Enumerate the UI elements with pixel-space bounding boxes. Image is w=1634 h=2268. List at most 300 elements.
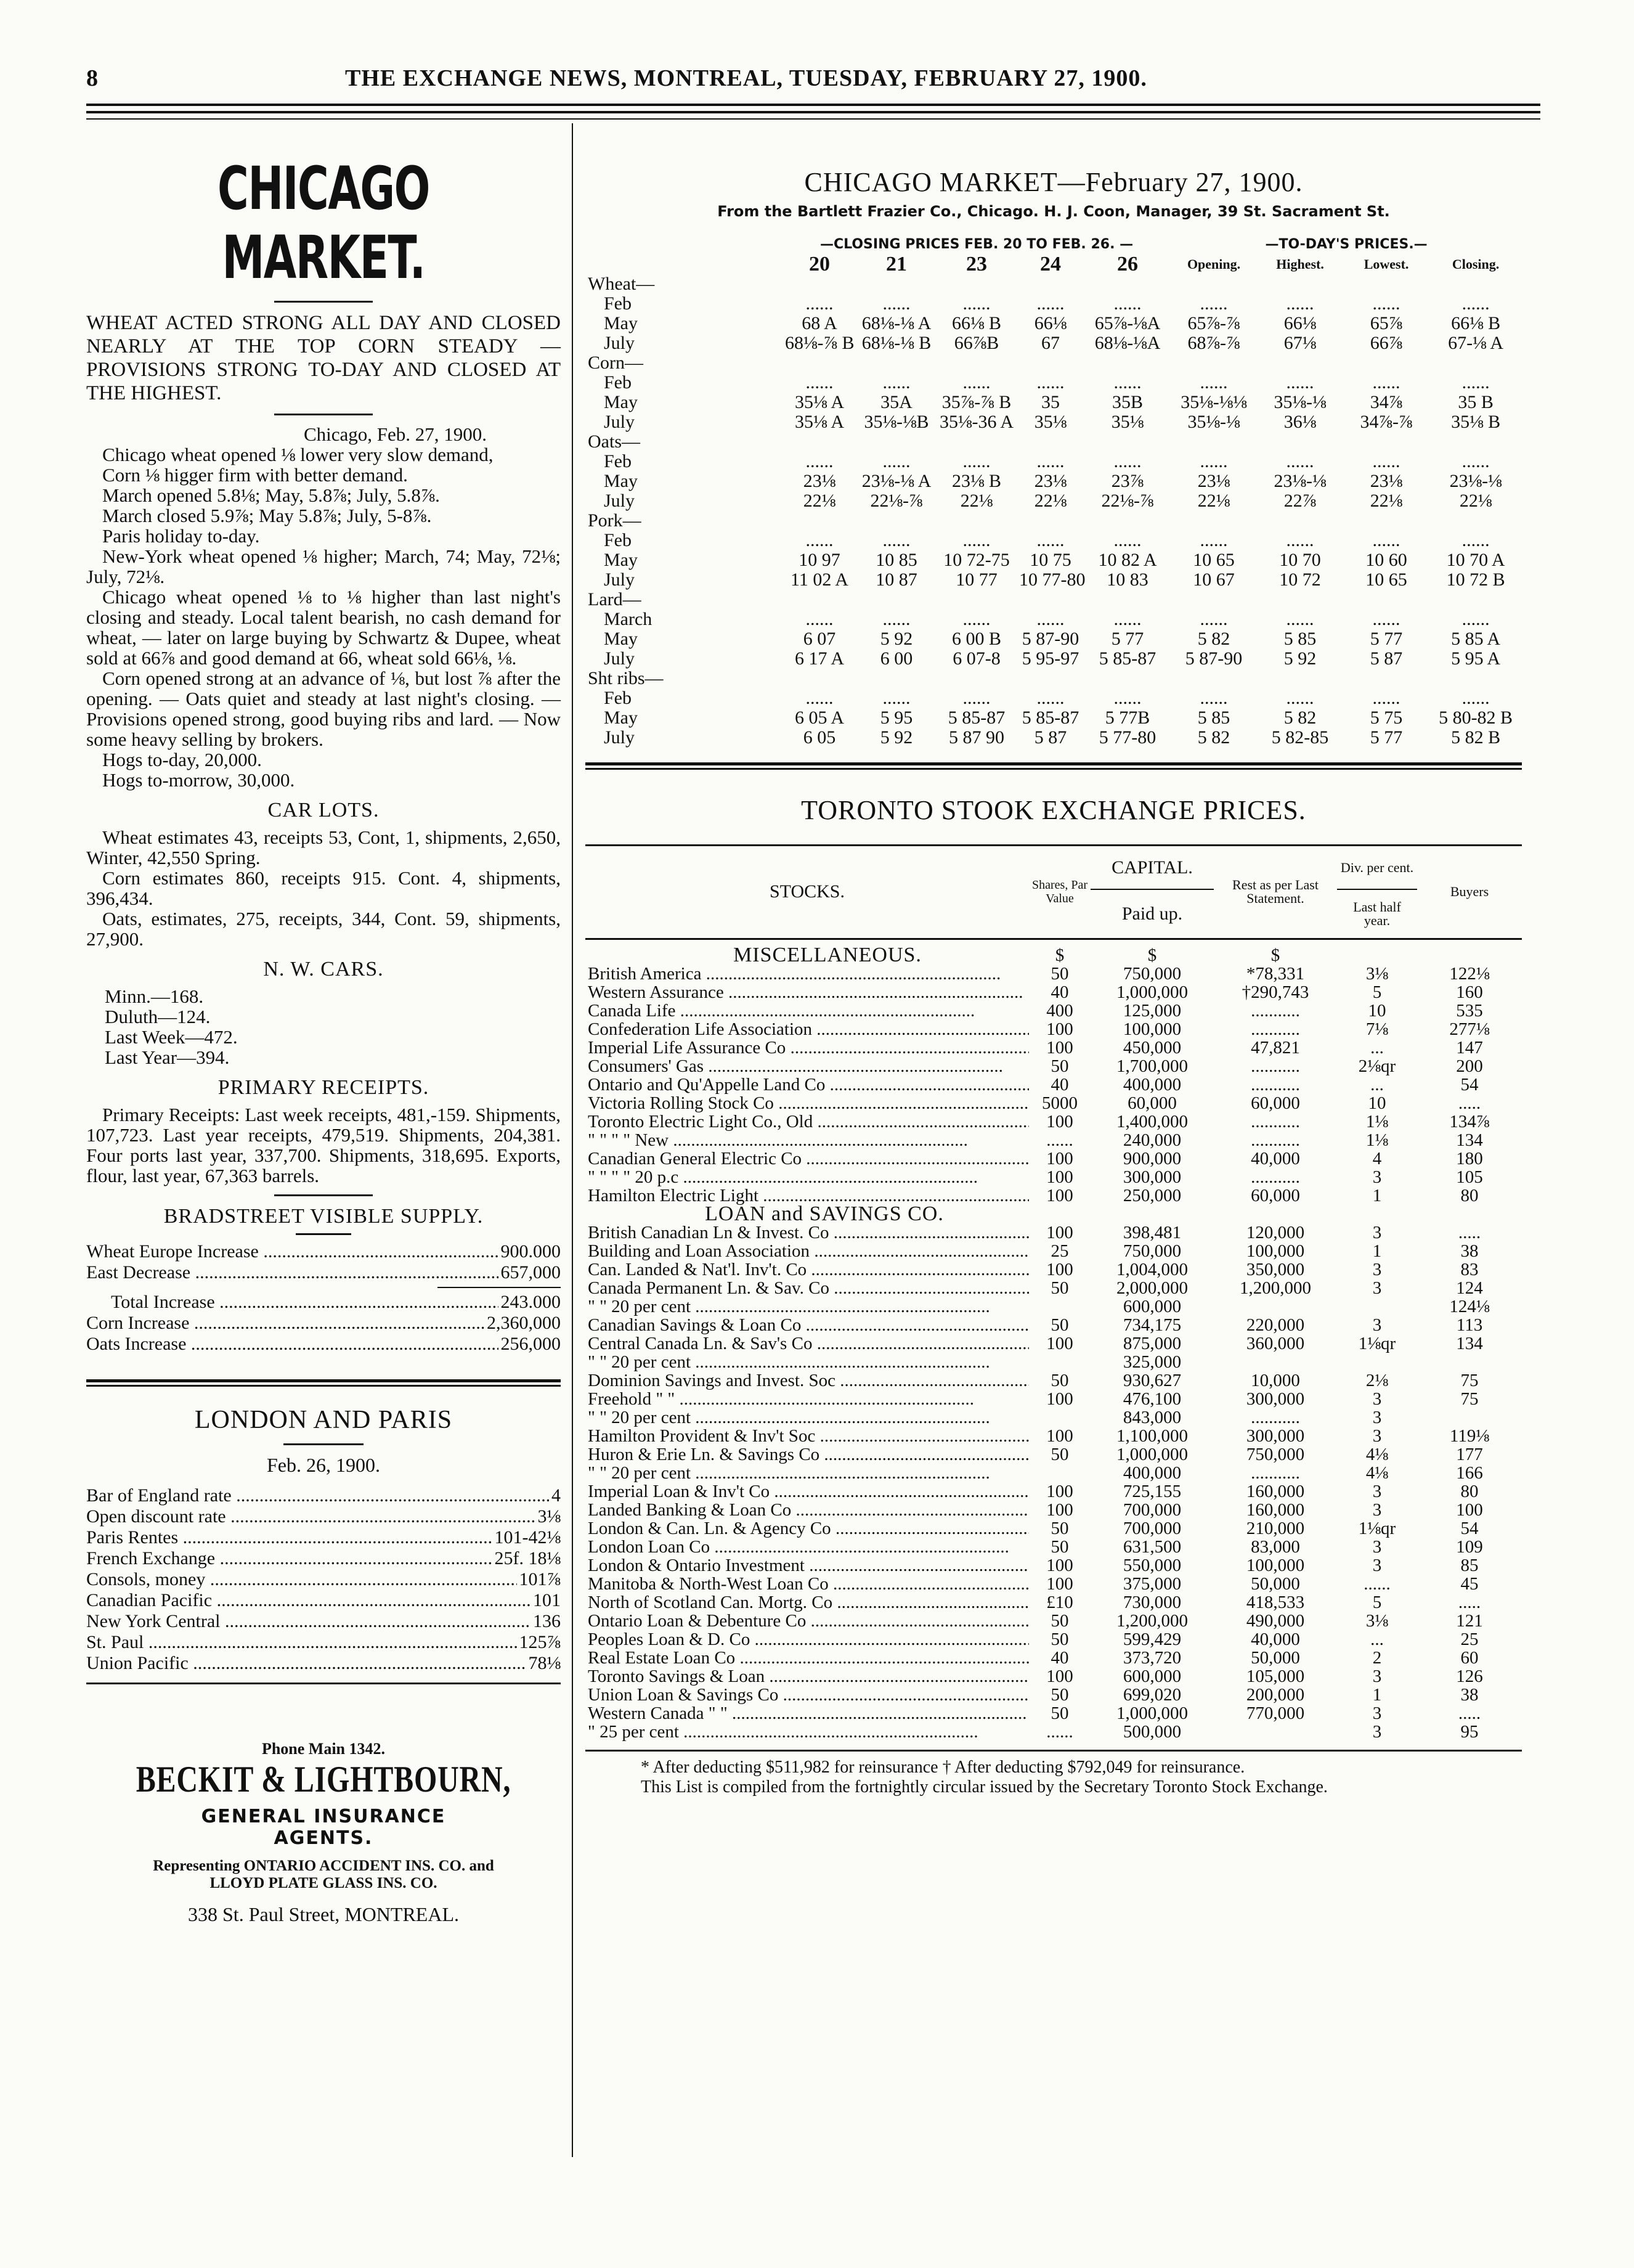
price-cell: 10 65 — [1365, 569, 1407, 590]
stock-name: Peoples Loan & D. Co ..... — [588, 1630, 1029, 1649]
price-cell: 5 85-87 — [1022, 708, 1079, 728]
ad-company: BECKIT & LIGHTBOURN, — [136, 1759, 511, 1800]
price-cell: 67 — [1041, 333, 1060, 353]
stock-value: 160,000 — [1246, 1482, 1305, 1501]
ad-phone: Phone Main 1342. — [261, 1740, 386, 1758]
stock-value — [1029, 1353, 1091, 1371]
stock-value: 750,000 — [1246, 1445, 1305, 1464]
stock-value: 700,000 — [1123, 1519, 1182, 1538]
price-row — [585, 610, 1522, 629]
stock-value: 200,000 — [1246, 1685, 1305, 1704]
stock-value: 100,000 — [1246, 1241, 1305, 1260]
stock-name: Can. Landed & Nat'l. Inv't. Co ..... — [588, 1260, 1029, 1279]
last-half-header: Last half year. — [1337, 889, 1417, 939]
price-cell: 35⅛-⅛ — [1187, 412, 1240, 432]
stock-value — [1029, 1464, 1091, 1482]
advertisement — [86, 1740, 561, 1926]
price-cell: ...... — [1113, 530, 1142, 550]
stock-value: 85 — [1460, 1556, 1479, 1575]
stock-value: ........... — [1251, 1019, 1300, 1038]
stock-value: 490,000 — [1246, 1611, 1305, 1630]
stock-name: Imperial Loan & Inv't Co ..... — [588, 1482, 1029, 1501]
price-cell: 10 72 B — [1446, 569, 1505, 590]
stock-value: 3 — [1372, 1167, 1382, 1186]
price-cell: 22⅛ — [1034, 491, 1067, 511]
stock-name-cell — [585, 1186, 1029, 1205]
stock-value: *78,331 — [1246, 964, 1305, 983]
price-cell: ...... — [805, 372, 834, 393]
stock-value: 875,000 — [1123, 1334, 1182, 1353]
stock-value: 134 — [1456, 1130, 1483, 1149]
price-cell: 5 80-82 B — [1439, 708, 1513, 728]
price-cell: 66⅞B — [954, 333, 999, 353]
stock-value: 734,175 — [1123, 1315, 1182, 1334]
lp-row: Bar of England rate ..... 4 — [86, 1485, 561, 1506]
stock-value: 750,000 — [1123, 964, 1182, 983]
price-cell: ...... — [882, 451, 911, 471]
stock-value: 3 — [1372, 1408, 1382, 1427]
stock-value: 83,000 — [1251, 1537, 1300, 1556]
price-cell: 22⅛ — [960, 491, 993, 511]
commodity-name: Sht ribs— — [588, 668, 664, 688]
price-cell: 10 72 — [1279, 569, 1321, 590]
price-cell: ...... — [882, 609, 911, 629]
stock-row — [585, 1501, 1522, 1519]
price-cell: 6 05 A — [794, 708, 844, 728]
stock-row — [585, 1297, 1522, 1316]
stock-value: 1,200,000 — [1240, 1278, 1311, 1297]
price-cell: ...... — [1036, 451, 1065, 471]
price-cell: ...... — [1113, 451, 1142, 471]
price-cell: ...... — [962, 688, 991, 708]
commodity-name: Oats— — [588, 431, 640, 452]
chicago-table-title: CHICAGO MARKET—February 27, 1900. — [804, 167, 1303, 197]
price-cell: ...... — [1461, 372, 1490, 393]
price-cell: 22⅛-⅞ — [870, 491, 923, 511]
month-label: Feb — [604, 293, 632, 314]
stock-value: 1,004,000 — [1116, 1260, 1188, 1279]
price-cell: ...... — [805, 451, 834, 471]
stock-value: 250,000 — [1123, 1186, 1182, 1205]
stock-name-cell — [585, 1667, 1029, 1686]
price-cell: 66⅞ — [1370, 333, 1403, 353]
price-cell: 10 77-80 — [1019, 569, 1086, 590]
stock-name-cell — [585, 1001, 1029, 1020]
price-cell: 68⅛-⅛ B — [861, 333, 932, 353]
stock-name: Union Loan & Savings Co ..... — [588, 1686, 1029, 1704]
stock-name-cell — [585, 1131, 1029, 1149]
report-line: March opened 5.8⅛; May, 5.8⅞; July, 5.8⅞. — [102, 484, 440, 506]
stock-value: 121 — [1456, 1611, 1483, 1630]
price-cell: 35A — [880, 392, 913, 412]
month-label: July — [604, 333, 635, 353]
stock-value: ........... — [1251, 1112, 1300, 1131]
stocks-header: STOCKS. — [770, 881, 845, 902]
price-cell: ...... — [1200, 688, 1228, 708]
title-separator — [274, 301, 373, 303]
stock-value: 100 — [1046, 1167, 1073, 1186]
stock-name: London & Can. Ln. & Agency Co ..... — [588, 1519, 1029, 1538]
stock-name: Consumers' Gas ..... — [588, 1057, 1003, 1075]
stock-value: 700,000 — [1123, 1500, 1182, 1519]
price-cell: 23⅛ — [1197, 471, 1230, 491]
stock-value: 40 — [1051, 1075, 1069, 1094]
stock-value: 500,000 — [1123, 1722, 1182, 1741]
price-cell: 23⅞ — [1111, 471, 1144, 491]
month-label: Feb — [604, 530, 632, 550]
stock-value: 40,000 — [1251, 1630, 1300, 1649]
stock-name: Western Assurance ..... — [588, 983, 1023, 1001]
stock-value: 1,200,000 — [1116, 1611, 1188, 1630]
price-cell: ...... — [1461, 293, 1490, 314]
stock-row — [585, 1057, 1522, 1075]
stock-value: 325,000 — [1123, 1352, 1182, 1371]
price-cell: ...... — [1200, 451, 1228, 471]
stock-value: 100 — [1046, 1574, 1073, 1593]
misc-heading: MISCELLANEOUS. — [733, 945, 922, 965]
price-cell: 10 60 — [1365, 550, 1407, 570]
stock-value: 3 — [1372, 1703, 1382, 1723]
lp-row: Canadian Pacific ..... 101 — [86, 1590, 561, 1611]
commodity-group-row — [585, 669, 1522, 688]
price-cell: 22⅞ — [1283, 491, 1317, 511]
stock-name-cell — [585, 1501, 1029, 1519]
bradstreet-heading: BRADSTREET VISIBLE SUPPLY. — [163, 1205, 484, 1228]
lp-row: French Exchange ..... 25f. 18⅛ — [86, 1548, 561, 1569]
stock-name: London Loan Co ..... — [588, 1538, 1009, 1556]
price-cell: ...... — [882, 372, 911, 393]
price-cell: 35⅛-⅛⅛ — [1181, 392, 1247, 412]
price-cell: ...... — [1461, 609, 1490, 629]
nwcars-line: Last Year—394. — [105, 1046, 230, 1068]
stock-value: 4⅛ — [1365, 1445, 1389, 1464]
stock-value: 3 — [1372, 1260, 1382, 1279]
today-header: Closing. — [1452, 256, 1500, 272]
stock-value: 3 — [1372, 1537, 1382, 1556]
stock-name-cell — [585, 1408, 1029, 1427]
price-cell: ...... — [1200, 609, 1228, 629]
stock-value — [1214, 1353, 1337, 1371]
price-cell: 65⅞ — [1370, 313, 1403, 333]
stock-value: 95 — [1460, 1722, 1479, 1741]
market-lede: WHEAT ACTED STRONG ALL DAY AND CLOSED NEARLY AT THE TOP CORN STEADY — PROVISIONS STRONG TO-DAY AND CLOSED AT THE HIGHEST. — [86, 312, 561, 404]
stock-value: 100 — [1046, 1556, 1073, 1575]
price-cell: 35⅛ — [1034, 412, 1067, 432]
stock-name: " " 20 per cent ..... — [588, 1297, 990, 1316]
stock-value: ... — [1370, 1075, 1384, 1094]
stock-value: 930,627 — [1123, 1371, 1182, 1390]
price-cell: 5 82 — [1283, 708, 1317, 728]
price-cell: 10 87 — [876, 569, 917, 590]
commodity-name: Lard— — [588, 589, 641, 610]
stock-name: Manitoba & North-West Loan Co ..... — [588, 1575, 1029, 1593]
stock-name-cell — [585, 983, 1029, 1001]
column-divider — [572, 123, 573, 2157]
price-cell: 34⅞ — [1370, 392, 1403, 412]
month-label: May — [604, 313, 638, 333]
stock-value: 25 — [1460, 1630, 1479, 1649]
price-cell: 36⅛ — [1283, 412, 1317, 432]
page-number: 8 — [86, 65, 99, 91]
stock-row — [585, 1186, 1522, 1205]
nwcars-heading: N. W. CARS. — [263, 958, 384, 981]
london-paris-heading: LONDON AND PARIS — [194, 1406, 453, 1434]
price-cell: ...... — [1461, 530, 1490, 550]
report-line: Hogs to-morrow, 30,000. — [102, 769, 295, 791]
stock-value: 47,821 — [1251, 1038, 1300, 1057]
lp-row: Consols, money ..... 101⅞ — [86, 1569, 561, 1590]
price-cell: 67-⅛ A — [1448, 333, 1504, 353]
price-row — [585, 708, 1522, 728]
stock-value: ..... — [1458, 1223, 1481, 1242]
stock-value: 50 — [1051, 1519, 1069, 1538]
stock-row — [585, 1408, 1522, 1427]
price-row — [585, 412, 1522, 432]
stock-value: 83 — [1460, 1260, 1479, 1279]
stock-row — [585, 1593, 1522, 1612]
rest-header: Rest as per Last Statement. — [1232, 877, 1319, 907]
stock-value: 100,000 — [1246, 1556, 1305, 1575]
stock-row — [585, 1279, 1522, 1297]
price-cell: 5 85 — [1283, 629, 1317, 649]
stock-name-cell — [585, 1353, 1029, 1371]
stock-value: 50 — [1051, 1703, 1069, 1723]
stock-value: 476,100 — [1123, 1389, 1182, 1408]
stock-value: 100 — [1046, 1334, 1073, 1353]
stock-name: Toronto Electric Light Co., Old ..... — [588, 1112, 1029, 1131]
price-cell: 5 77 — [1370, 727, 1403, 748]
commodity-group-row — [585, 511, 1522, 531]
stock-name: " " 20 per cent ..... — [588, 1408, 990, 1427]
price-cell: 67⅛ — [1283, 333, 1317, 353]
footnote: This List is compiled from the fortnightly circular issued by the Secretary Toronto Stock Exchange. — [641, 1777, 1328, 1797]
stock-value: 166 — [1456, 1463, 1483, 1482]
stock-value: 105 — [1456, 1167, 1483, 1186]
price-cell: ...... — [1372, 293, 1400, 314]
today-header: Highest. — [1276, 256, 1324, 272]
stock-row — [585, 1223, 1522, 1242]
stock-name-cell — [585, 1649, 1029, 1667]
stock-row — [585, 1038, 1522, 1057]
price-cell: 5 75 — [1370, 708, 1403, 728]
stock-name: British Canadian Ln & Invest. Co ..... — [588, 1223, 1029, 1242]
chicago-prices-table — [585, 235, 1522, 748]
price-cell: ...... — [1036, 530, 1065, 550]
stock-value: 3 — [1372, 1223, 1382, 1242]
carlots-line: Corn estimates 860, receipts 915. Cont. 4, shipments, 396,434. — [86, 867, 561, 909]
price-cell: ...... — [1036, 372, 1065, 393]
stock-value: ........... — [1251, 1056, 1300, 1075]
stock-value: 125,000 — [1123, 1001, 1182, 1020]
stock-value: 4⅛ — [1365, 1463, 1389, 1482]
stock-value: 3 — [1372, 1666, 1382, 1686]
stock-name-cell — [585, 1630, 1029, 1649]
stock-value: 1,000,000 — [1116, 1703, 1188, 1723]
price-cell: ...... — [882, 688, 911, 708]
price-cell: 22⅛ — [1197, 491, 1230, 511]
price-cell: ...... — [1200, 293, 1228, 314]
report-line: New-York wheat opened ⅛ higher; March, 74; May, 72⅛; July, 72⅛. — [86, 545, 561, 587]
price-row — [585, 314, 1522, 333]
stock-value: 350,000 — [1246, 1260, 1305, 1279]
price-cell: 22⅛ — [1370, 491, 1403, 511]
nwcars-line: Duluth—124. — [105, 1006, 211, 1027]
toronto-stock-table — [585, 846, 1522, 1741]
stock-value: 50,000 — [1251, 1648, 1300, 1667]
stock-name: Canada Permanent Ln. & Sav. Co ..... — [588, 1279, 1029, 1297]
price-cell: ...... — [962, 451, 991, 471]
stock-row — [585, 1131, 1522, 1149]
stock-value: 109 — [1456, 1537, 1483, 1556]
stock-value: 750,000 — [1123, 1241, 1182, 1260]
commodity-name: Wheat— — [588, 274, 655, 294]
price-cell: 5 77 — [1111, 629, 1144, 649]
nwcars-line: Minn.—168. — [105, 985, 204, 1007]
price-row — [585, 471, 1522, 491]
stock-name-cell — [585, 1371, 1029, 1390]
stock-name: Dominion Savings and Invest. Soc ..... — [588, 1371, 1029, 1390]
price-cell: ...... — [1200, 530, 1228, 550]
price-cell: 10 72-75 — [943, 550, 1010, 570]
stock-value: 5 — [1372, 1593, 1382, 1612]
chicago-source: From the Bartlett Frazier Co., Chicago. H. J. Coon, Manager, 39 St. Sacrament St. — [717, 203, 1390, 220]
stock-name-cell — [585, 1223, 1029, 1242]
stock-row — [585, 1575, 1522, 1593]
stock-row — [585, 983, 1522, 1001]
stock-value: 200 — [1456, 1056, 1483, 1075]
brad-row: East Decrease ..... 657,000 — [86, 1262, 561, 1283]
price-row — [585, 294, 1522, 314]
stock-value: 631,500 — [1123, 1537, 1182, 1556]
price-cell: 66⅛ B — [951, 313, 1001, 333]
stock-value: 177 — [1456, 1445, 1483, 1464]
day-header: 20 — [809, 253, 830, 275]
price-cell: 22⅛ — [803, 491, 836, 511]
stock-value: 50 — [1051, 1315, 1069, 1334]
stock-value: 300,000 — [1246, 1389, 1305, 1408]
price-cell: 10 65 — [1193, 550, 1235, 570]
price-cell: 5 85-87 — [948, 708, 1006, 728]
stock-row — [585, 1519, 1522, 1538]
stock-value: 126 — [1456, 1666, 1483, 1686]
shares-header: Shares, Par Value — [1032, 878, 1087, 906]
stock-name: Canada Life ..... — [588, 1001, 975, 1020]
stock-row — [585, 1538, 1522, 1556]
price-cell: 35B — [1112, 392, 1144, 412]
stock-name-cell — [585, 1112, 1029, 1131]
stock-value: 277⅛ — [1449, 1019, 1490, 1038]
price-cell: ...... — [962, 530, 991, 550]
stock-value: ... — [1370, 1038, 1384, 1057]
commodity-name: Pork— — [588, 510, 641, 531]
stock-value — [1337, 1297, 1417, 1316]
paid-up-header: Paid up. — [1091, 889, 1214, 939]
stock-row — [585, 1667, 1522, 1686]
stock-value: 600,000 — [1123, 1297, 1182, 1316]
stock-name: " " 20 per cent ..... — [588, 1353, 990, 1371]
stock-value: 119⅛ — [1449, 1426, 1490, 1445]
report-line: Chicago wheat opened ⅛ lower very slow demand, — [102, 444, 494, 465]
price-cell: ...... — [1113, 372, 1142, 393]
stock-value: 75 — [1460, 1389, 1479, 1408]
month-label: Feb — [604, 451, 632, 471]
stock-name-cell — [585, 1260, 1029, 1279]
unit: $ — [1147, 945, 1157, 965]
stock-name-cell — [585, 1242, 1029, 1260]
stock-value: ..... — [1458, 1093, 1481, 1112]
stock-value: 375,000 — [1123, 1574, 1182, 1593]
stock-value: 3 — [1372, 1722, 1382, 1741]
price-row — [585, 491, 1522, 511]
price-cell: 66⅛ — [1034, 313, 1067, 333]
month-label: May — [604, 550, 638, 570]
stock-value: 40,000 — [1251, 1149, 1300, 1168]
stock-name-cell — [585, 1334, 1029, 1353]
stock-value: 373,720 — [1123, 1648, 1182, 1667]
stock-value: 10 — [1368, 1001, 1386, 1020]
stock-value: 770,000 — [1246, 1703, 1305, 1723]
stock-name-cell — [585, 1427, 1029, 1445]
stock-value: 124 — [1456, 1278, 1483, 1297]
stock-value: 725,155 — [1123, 1482, 1182, 1501]
commodity-group-row — [585, 590, 1522, 610]
carlots-heading: CAR LOTS. — [267, 799, 380, 822]
price-cell: 68⅛-⅛ A — [861, 313, 932, 333]
price-cell: 10 70 — [1279, 550, 1321, 570]
stock-row — [585, 1260, 1522, 1279]
stock-value: 300,000 — [1246, 1426, 1305, 1445]
price-row — [585, 452, 1522, 471]
stock-value: 60,000 — [1251, 1093, 1300, 1112]
stock-name-cell — [585, 1445, 1029, 1464]
stock-row — [585, 1334, 1522, 1353]
price-cell: 5 87 — [1370, 648, 1403, 669]
stock-value — [1417, 1408, 1522, 1427]
price-cell: 22⅛ — [1459, 491, 1492, 511]
stock-value: 5000 — [1042, 1093, 1078, 1112]
price-cell: 5 82 — [1197, 727, 1230, 748]
price-cell: 35 B — [1458, 392, 1494, 412]
closing-prices-label: —CLOSING PRICES FEB. 20 TO FEB. 26. — — [819, 237, 1134, 252]
price-cell: 10 97 — [799, 550, 840, 570]
stock-name: Landed Banking & Loan Co ..... — [588, 1501, 1029, 1519]
stock-name: " " 20 per cent ..... — [588, 1464, 990, 1482]
stock-value: 10,000 — [1251, 1371, 1300, 1390]
price-cell: ...... — [1286, 609, 1314, 629]
stock-value: 535 — [1456, 1001, 1483, 1020]
price-cell: 34⅞-⅞ — [1360, 412, 1413, 432]
price-cell: ...... — [1372, 451, 1400, 471]
chicago-market-title: CHICAGO MARKET. — [217, 154, 429, 292]
stock-value: 50 — [1051, 1278, 1069, 1297]
price-cell: 23⅛-⅛ — [1449, 471, 1502, 491]
month-label: May — [604, 629, 638, 649]
price-row — [585, 393, 1522, 412]
price-cell: 5 77B — [1105, 708, 1150, 728]
price-cell: 6 07 — [803, 629, 836, 649]
stock-value: 120,000 — [1246, 1223, 1305, 1242]
stock-name: Real Estate Loan Co ..... — [588, 1649, 1029, 1667]
toronto-title: TORONTO STOOK EXCHANGE PRICES. — [801, 795, 1306, 825]
stock-value: ...... — [1046, 1130, 1073, 1149]
stock-value: 400 — [1046, 1001, 1073, 1020]
price-cell: 68⅛-⅞ B — [785, 333, 855, 353]
stock-value: 100 — [1046, 1019, 1073, 1038]
price-cell: 23⅛ — [803, 471, 836, 491]
stock-value: 843,000 — [1123, 1408, 1182, 1427]
primary-separator — [274, 1194, 373, 1196]
commodity-group-row — [585, 274, 1522, 294]
